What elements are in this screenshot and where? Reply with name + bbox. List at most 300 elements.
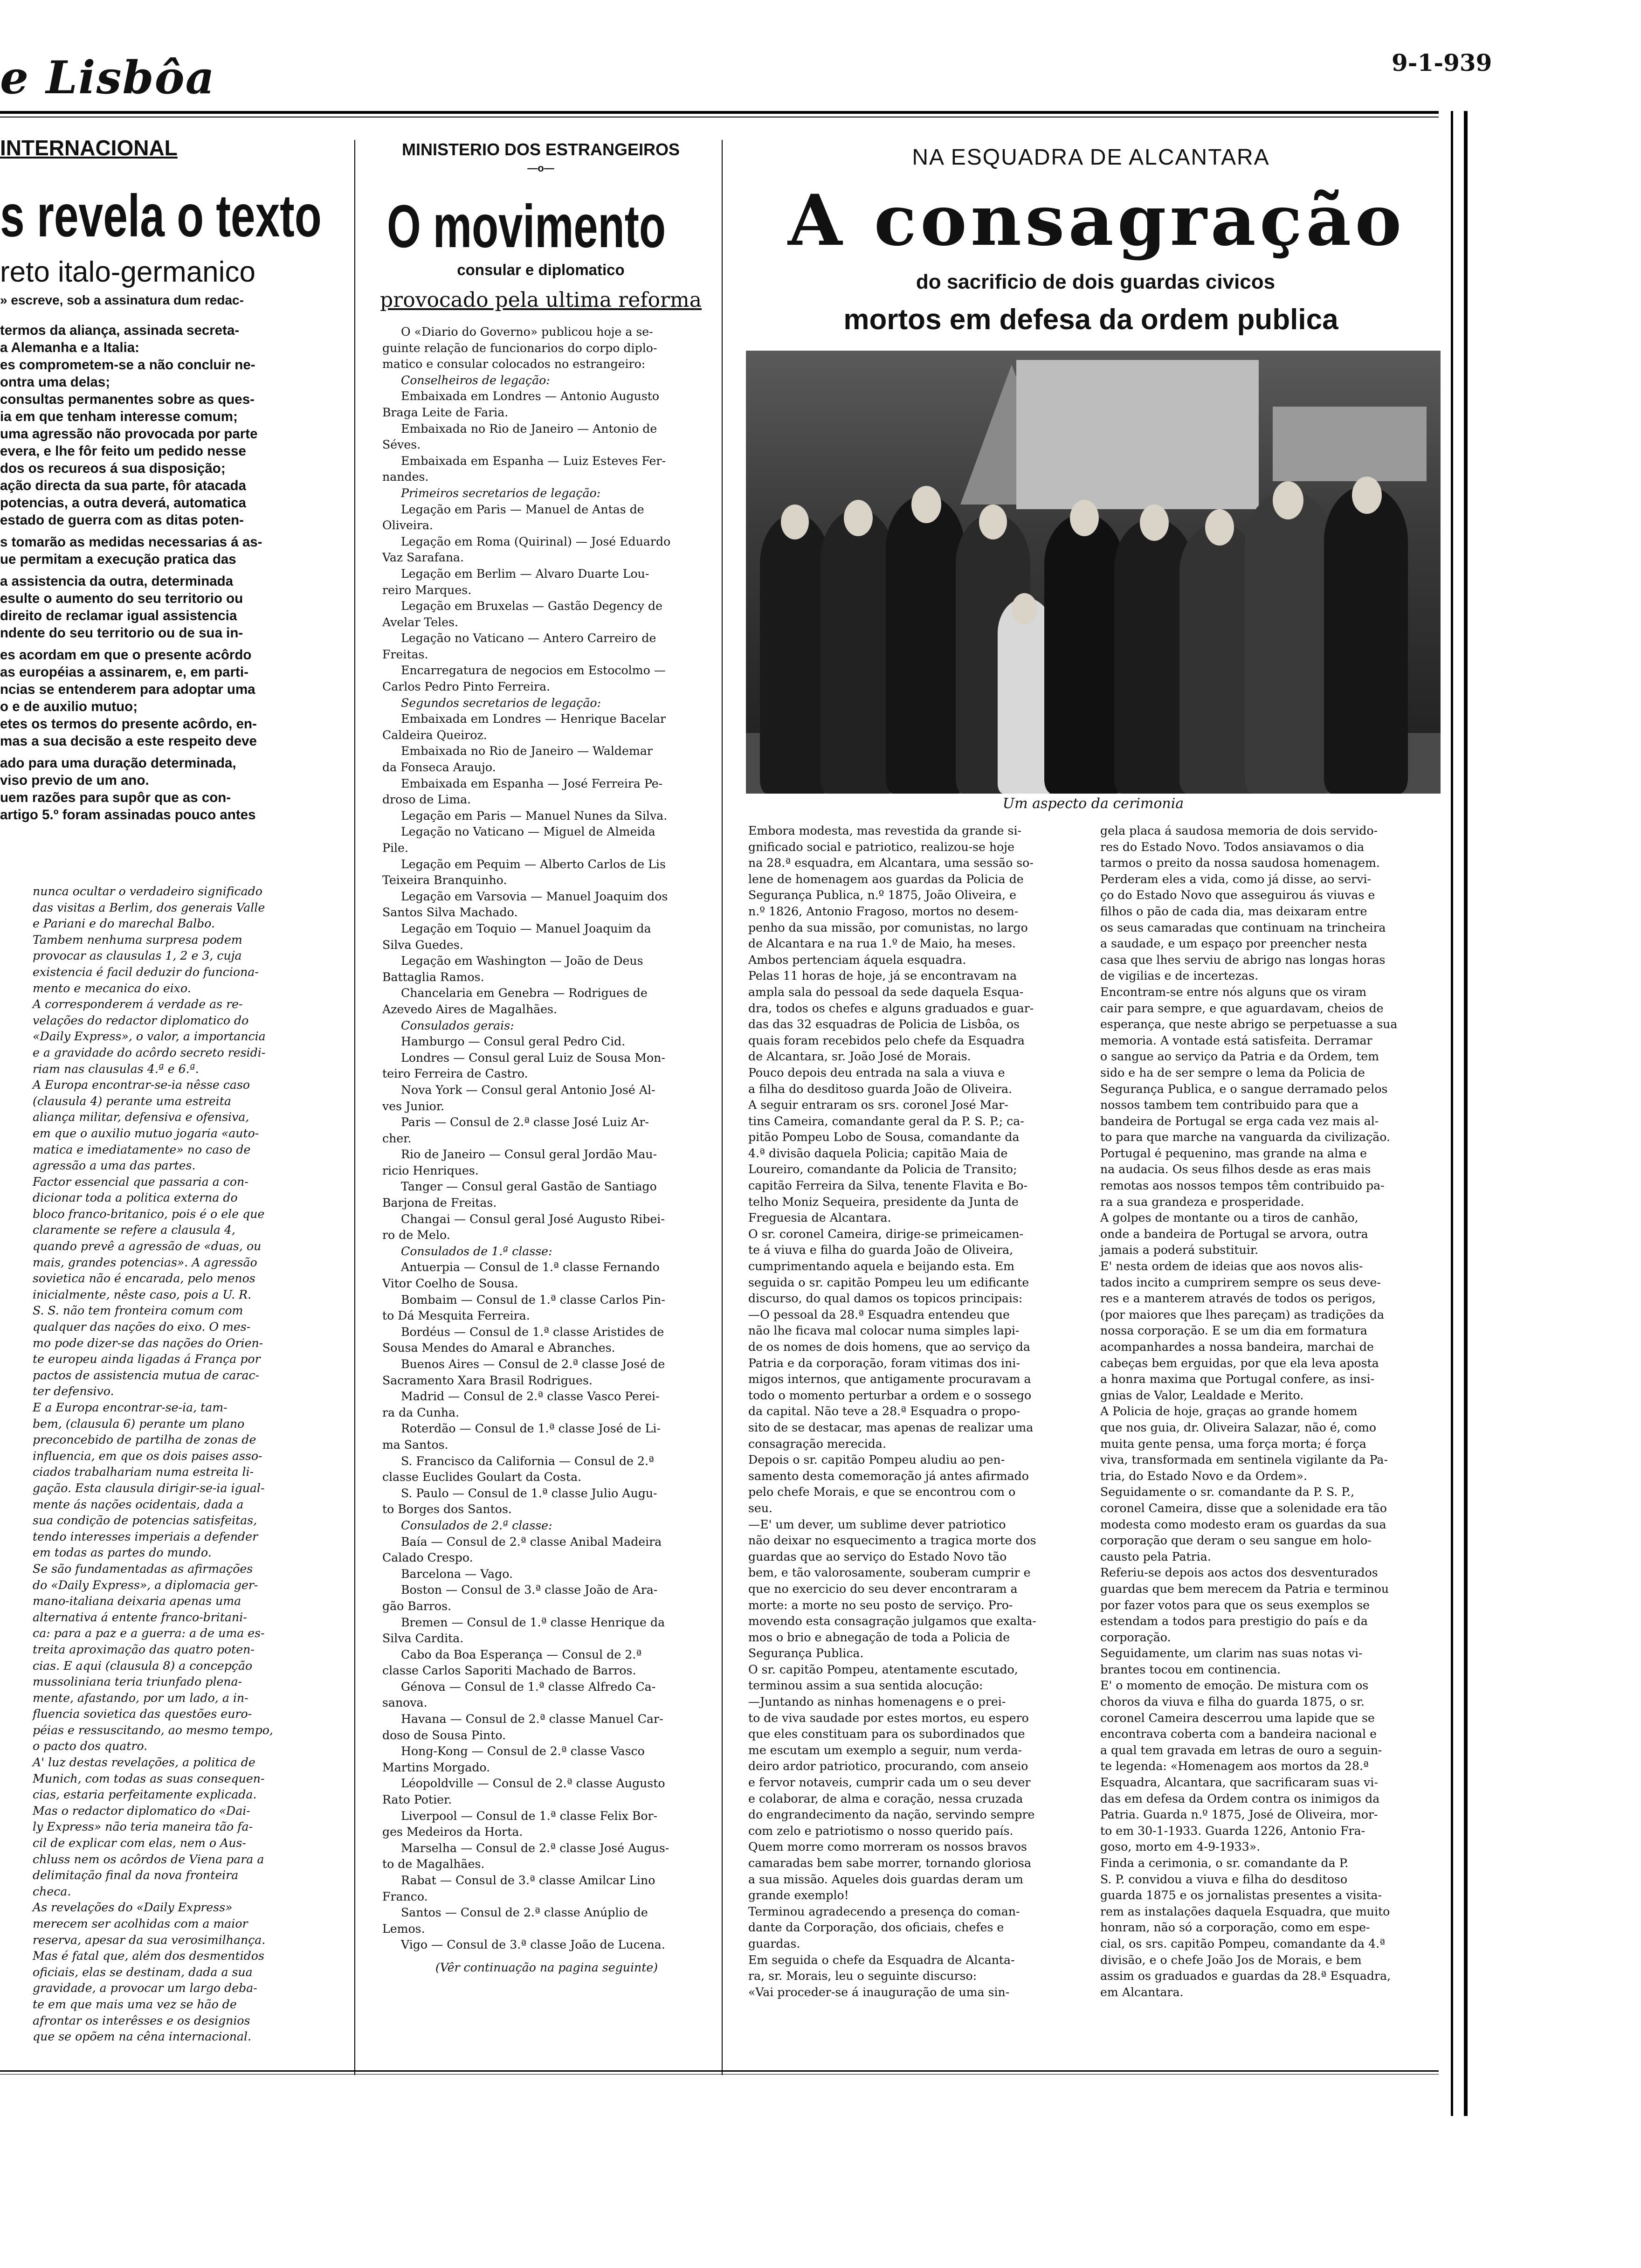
list-heading: Segundos secretarios de legação: [401,696,601,710]
body-line: chluss nem os acôrdos de Viena para a [33,1852,264,1866]
body-line: de vigilias e de incertezas. [1100,969,1259,983]
list-entry: Bombaim — Consul de 1.ª classe Carlos Pin- [401,1293,665,1307]
clause-line: ação directa da sua parte, fôr atacada [0,478,246,493]
body-line: res e a manterem através de todos os perigos, [1100,1292,1376,1306]
body-line: reserva, apesar da sua verosimilhança. [33,1933,266,1947]
list-entry-continued: Silva Guedes. [382,938,463,952]
body-line: por fazer votos para que os seus exemplos se [1100,1598,1370,1612]
body-line: telho Moniz Sequeira, presidente da Junta de [748,1195,1019,1209]
body-line: casa que lhes serviu de abrigo nas longas horas [1100,953,1386,967]
body-line: não lhe ficava mal colocar numa simples lapi- [748,1324,1020,1338]
body-line: qualquer das nações do eixo. O mes- [33,1320,251,1334]
clause-line: viso previo de um ano. [0,773,149,788]
bottom-rule [0,2070,1439,2072]
ornament: —o— [527,162,554,174]
body-line: to de viva saudade por estes mortos, eu espero [748,1711,1029,1725]
body-line: a qual tem gravada em letras de ouro a seguin- [1100,1743,1382,1757]
body-line: A seguir entraram os srs. coronel José Mar- [748,1098,1008,1112]
right-subhead-2: mortos em defesa da ordem publica [843,304,1338,336]
list-entry: Antuerpia — Consul de 1.ª classe Fernando [401,1260,660,1274]
list-entry: Legação em Berlim — Alvaro Duarte Lou- [401,567,649,581]
body-line: que eles constituam para os subordinados que [748,1727,1025,1741]
list-entry: Legação em Paris — Manuel Nunes da Silva. [401,809,668,823]
clause-line: mas a sua decisão a este respeito deve [0,733,257,749]
body-line: rem as instalações daquela Esquadra, que muito [1100,1904,1390,1918]
body-line: checa. [33,1884,71,1898]
body-line: A' luz destas revelações, a politica de [33,1756,255,1770]
body-line: memoria. A vontade está satisfeita. Derramar [1100,1033,1372,1047]
body-line: to para que marche na vanguarda da civilização. [1100,1130,1391,1144]
body-line: mo pode dizer-se das nações do Orien- [33,1336,263,1350]
body-line: Terminou agradecendo a presença do coman- [748,1904,1020,1918]
list-entry: Encarregatura de negocios em Estocolmo — [401,664,666,678]
clause-line: ia em que tenham interesse comum; [0,409,238,424]
list-entry: Nova York — Consul geral Antonio José Al- [401,1083,655,1097]
list-entry-continued: Braga Leite de Faria. [382,405,509,419]
body-line: coronel Cameira, disse que a solenidade era tão [1100,1501,1387,1515]
list-entry: Buenos Aires — Consul de 2.ª classe José de [401,1357,665,1371]
list-heading: Consulados de 1.ª classe: [401,1244,552,1258]
body-line: muita gente pensa, uma força morta; é força [1100,1437,1366,1451]
body-line: corporação que deram o seu sangue em holo- [1100,1534,1372,1548]
column-divider-left [354,140,355,2075]
list-entry-continued: Sacramento Xara Brasil Rodrigues. [382,1373,593,1387]
body-line: Loureiro, comandante da Policia de Transito; [748,1162,1017,1176]
body-line: sovietica não é encarada, pelo menos [33,1272,255,1286]
body-line: nunca ocultar o verdadeiro significado [33,885,262,898]
list-entry: Madrid — Consul de 2.ª classe Vasco Perei- [401,1390,660,1404]
list-entry: Embaixada no Rio de Janeiro — Waldemar [401,744,653,758]
body-line: bem, e tão valorosamente, souberam cumprir e [748,1566,1031,1580]
clause-line: o e de auxilio mutuo; [0,699,138,714]
body-line: afrontar os interêsses e os designios [33,2013,250,2027]
list-entry-continued: teiro Ferreira de Castro. [382,1067,528,1081]
body-line: sua condição de potencias satisfeitas, [33,1514,257,1528]
body-line: provocar as clausulas 1, 2 e 3, cuja [33,949,242,963]
list-entry-continued: sanova. [382,1696,427,1710]
clause-line: ado para uma duração determinada, [0,755,236,771]
list-entry: Legação em Paris — Manuel de Antas de [401,502,644,516]
list-entry-continued: Pile. [382,841,408,855]
section-internacional: INTERNACIONAL [0,136,178,160]
clause-line: uma agressão não provocada por parte [0,426,258,442]
body-line: cil de explicar com elas, nem o Aus- [33,1836,246,1850]
body-line: riam nas clausulas 4.ª e 6.ª. [33,1062,199,1076]
list-entry: Baía — Consul de 2.ª classe Anibal Madeira [401,1535,662,1549]
body-line: Pouco depois deu entrada na sala a viuva e [748,1065,1005,1079]
list-entry: Paris — Consul de 2.ª classe José Luiz Ar- [401,1115,649,1129]
list-entry: Legação em Bruxelas — Gastão Degency de [401,599,663,613]
list-entry-continued: da Fonseca Araujo. [382,761,496,774]
list-entry: Bordéus — Consul de 1.ª classe Aristides de [401,1325,664,1339]
list-entry: Changai — Consul geral José Augusto Ribei- [401,1212,665,1226]
body-line: Embora modesta, mas revestida da grande si- [748,824,1022,837]
body-line: Perderam eles a vida, como já disse, ao servi- [1100,872,1371,886]
clause-line: ncias se entenderem para adoptar uma [0,682,255,697]
list-entry-continued: Freitas. [382,647,428,661]
body-line: remotas aos nossos tempos têm contribuido pa- [1100,1179,1385,1193]
list-entry-continued: Silva Cardita. [382,1632,464,1646]
body-line: S. S. não tem fronteira comum com [33,1304,243,1318]
clause-line [0,529,345,533]
body-line: E a Europa encontrar-se-ia, tam- [33,1401,228,1414]
body-line: nossos tambem tem contribuido para que a [1100,1098,1359,1112]
section-alcantara: NA ESQUADRA DE ALCANTARA [912,145,1270,170]
body-line: E' nesta ordem de ideias que aos novos alis- [1100,1259,1363,1273]
treaty-clauses [0,322,345,823]
body-line: em que o auxilio mutuo jogaria «auto- [33,1126,259,1140]
body-line: na 28.ª esquadra, em Alcantara, uma sessão so- [748,856,1034,870]
list-entry-continued: ricio Henriques. [382,1163,479,1177]
body-line: mais, grandes potencias». A agressão [33,1255,257,1269]
body-line: gela placa á saudosa memoria de dois servido- [1100,824,1378,837]
body-line: gação. Esta clausula dirigir-se-ia igual- [33,1481,265,1495]
body-line: assim os graduados e guardas da 28.ª Esquadra, [1100,1969,1391,1983]
list-entry-continued: guinte relação de funcionarios do corpo diplo- [382,341,657,355]
body-line: n.º 1826, Antonio Fragoso, mortos no desem- [748,904,1019,918]
list-entry-continued: classe Euclides Goulart da Costa. [382,1470,582,1484]
list-entry-continued: cher. [382,1131,412,1145]
body-line: existencia é facil deduzir do funciona- [33,965,259,979]
list-entry-continued: Avelar Teles. [382,615,459,629]
list-entry-continued: Oliveira. [382,519,434,532]
right-headline: A consagração [788,180,1406,262]
body-line: e colaborar, de alma e coração, nessa cruzada [748,1791,1023,1805]
body-line: preconcebido de partilha de zonas de [33,1433,256,1447]
left-subhead: reto italo-germanico [0,256,255,288]
body-line: A corresponderem á verdade as re- [33,997,243,1011]
body-line: que nos guia, dr. Oliveira Salazar, não é, como [1100,1420,1376,1434]
body-line: A Europa encontrar-se-ia nêsse caso [33,1078,250,1092]
body-line: não deixar no esquecimento a tragica morte dos [748,1534,1036,1548]
body-line: (por maiores que lhes pareçam) as tradições da [1100,1307,1385,1321]
clause-line: estado de guerra com as ditas poten- [0,512,244,528]
body-line: da capital. Não teve a 28.ª Esquadra o propo- [748,1404,1020,1418]
body-line: Segurança Publica, n.º 1875, João Oliveira, e [748,888,1017,902]
list-entry-continued: Lemos. [382,1922,425,1936]
body-line: guardas. [748,1936,800,1950]
body-line: que se opõem na cêna internacional. [33,2030,252,2044]
body-line: filhos o pão de cada dia, mas deixaram entre [1100,904,1367,918]
body-line: Mas é fatal que, além dos desmentidos [33,1949,264,1963]
wall-plaque-area [1016,360,1259,509]
body-line: —E' um dever, um sublime dever patriotico [748,1517,1006,1531]
body-line: inicialmente, nêste caso, pois a U. R. [33,1287,252,1301]
wall-frame [1273,407,1427,481]
body-line: dicionar toda a politica externa do [33,1191,238,1205]
body-line: consagração merecida. [748,1437,886,1451]
body-line: 4.ª divisão daquela Policia; capitão Maia de [748,1146,1008,1160]
body-line: esperança, que neste abrigo se perpetuasse a sua [1100,1017,1398,1031]
list-entry: Rabat — Consul de 3.ª classe Amilcar Lino [401,1874,655,1887]
body-line: Tambem nenhuma surpresa podem [33,933,242,947]
body-line: merecem ser acolhidas com a maior [33,1917,248,1930]
clause-line: dos os recureos á sua disposição; [0,461,226,476]
list-entry-continued: gão Barros. [382,1599,452,1613]
list-entry: Legação em Varsovia — Manuel Joaquim dos [401,889,668,903]
body-line: pitão Pompeu Lobo de Sousa, comandante da [748,1130,1020,1144]
list-entry-continued: droso de Lima. [382,793,471,807]
list-entry-continued: Vaz Sarafana. [382,551,464,565]
clause-line: potencias, a outra deverá, automatica [0,495,246,511]
list-entry-continued: nandes. [382,470,429,484]
body-line: te europeu ainda ligadas á França por [33,1352,261,1366]
body-line: deiro ardor patriotico, procurando, com anseio [748,1759,1028,1773]
body-line: penho da sua missão, por comunistas, no largo [748,920,1028,934]
list-entry: Londres — Consul geral Luiz de Sousa Mon- [401,1051,665,1065]
body-line: te á viuva e filha do guarda João de Oliveira, [748,1243,1014,1257]
body-line: agressão a uma das partes. [33,1159,196,1173]
body-line: nossa corporação. E se um dia em formatura [1100,1324,1367,1338]
body-line: a honra maxima que Portugal confere, as insi- [1100,1372,1375,1386]
body-line: lene de homenagem aos guardas da Policia de [748,872,1024,886]
list-entry: Tanger — Consul geral Gastão de Santiago [401,1180,657,1194]
body-line: guarda 1875 e os jornalistas presentes a visita- [1100,1888,1382,1902]
body-line: ter defensivo. [33,1384,114,1398]
clause-line: a assistencia da outra, determinada [0,574,234,589]
body-line: ciados trabalhariam numa estreita li- [33,1465,254,1479]
body-line: Finda a cerimonia, o sr. comandante da P. [1100,1856,1349,1870]
list-entry-continued: ro de Melo. [382,1228,450,1242]
list-entry: Barcelona — Vago. [401,1567,513,1581]
body-line: treita aproximação das quatro poten- [33,1642,255,1656]
list-entry-continued: ves Junior. [382,1099,445,1113]
body-line: ly Express» não teria maneira tão fa- [33,1820,253,1834]
body-line: os seus camaradas que continuam na trincheira [1100,920,1386,934]
body-line: e Pariani e do marechal Balbo. [33,917,215,931]
body-line: —O pessoal da 28.ª Esquadra entendeu que [748,1307,1010,1321]
body-line: das visitas a Berlim, dos generais Valle [33,900,265,914]
body-line: S. P. convidou a viuva e filha do desditoso [1100,1872,1348,1886]
body-line: o sangue ao serviço da Patria e da Ordem, tem [1100,1050,1379,1064]
list-entry: Embaixada no Rio de Janeiro — Antonio de [401,422,657,436]
body-line: gravidade, a provocar um largo deba- [33,1981,257,1995]
list-entry-continued: reiro Marques. [382,583,472,597]
body-line: Seguidamente, um clarim nas suas notas vi- [1100,1646,1363,1660]
list-entry-continued: Santos Silva Machado. [382,906,518,920]
ceremony-photo [746,351,1441,794]
body-line: péias e ressuscitando, ao mesmo tempo, [33,1723,273,1737]
body-line: cair para sempre, e que aguardavam, cheios de [1100,1001,1384,1015]
right-border-rule [1451,111,1453,2116]
list-entry-continued: ra da Cunha. [382,1405,460,1419]
body-line: mento e mecanica do eixo. [33,981,191,995]
clause-line: artigo 5.º foram assinadas pouco antes [0,807,256,823]
list-entry-continued: Caldeira Queiroz. [382,728,487,742]
body-line: Esquadra, Alcantara, que sacrificaram suas vi- [1100,1776,1378,1790]
body-line: velações do redactor diplomatico do [33,1013,249,1027]
body-line: Munich, com todas as suas consequen- [33,1771,265,1785]
body-line: ra a sua grandeza e prosperidade. [1100,1195,1304,1209]
body-line: viva, transformada em sentinela vigilante da Pa- [1100,1453,1388,1467]
body-line: e a gravidade do acôrdo secreto residi- [33,1045,266,1059]
body-line: terminou assim a sua sentida alocução: [748,1679,983,1693]
body-line: Portugal é pequenino, mas grande na alma e [1100,1146,1367,1160]
body-line: causto pela Patria. [1100,1549,1211,1563]
list-entry: Legação em Pequim — Alberto Carlos de Lis [401,857,666,871]
body-line: quais foram recebidos pelo chefe da Esquadra [748,1033,1025,1047]
body-line: o pacto dos quatro. [33,1739,148,1753]
body-line: delimitação final da nova fronteira [33,1868,239,1882]
body-line: «Daily Express», o valor, a importancia [33,1030,266,1044]
body-line: movendo esta consagração julgamos que exalta- [748,1614,1036,1628]
body-line: oficiais, elas se destinam, dada a sua [33,1965,253,1979]
body-line: sito de se destacar, mas apenas de realizar uma [748,1420,1034,1434]
body-line: to em 30-1-1933. Guarda 1226, Antonio Fra- [1100,1824,1365,1838]
body-line: ampla sala do pessoal da sede daquela Esqua- [748,985,1024,999]
body-line: bloco franco-britanico, pois é o ele que [33,1207,265,1221]
body-line: Segurança Publica. [748,1646,864,1660]
body-line: fluencia sovietica das questões euro- [33,1707,252,1721]
body-line: seu. [748,1501,773,1515]
clause-line: uem razões para supôr que as con- [0,790,231,805]
body-line: mente, afastando, por um lado, a in- [33,1691,248,1705]
body-line: ra, sr. Morais, leu o seguinte discurso: [748,1969,977,1983]
list-entry: Boston — Consul de 3.ª classe João de Ara- [401,1583,658,1597]
clause-line: a Alemanha e a Italia: [0,340,139,355]
body-line: Freguesia de Alcantara. [748,1211,891,1225]
list-entry: O «Diario do Governo» publicou hoje a se- [401,325,653,339]
clause-line [0,750,345,754]
list-entry-continued: ges Medeiros da Horta. [382,1825,523,1839]
column-divider-right [722,140,723,2075]
body-line: brantes tocou em continencia. [1100,1662,1281,1676]
body-line: morte: a morte no seu posto de serviço. Pro- [748,1598,1013,1612]
body-line: As revelações do «Daily Express» [33,1901,233,1915]
body-line: Ambos pertenciam áquela esquadra. [748,953,966,967]
body-line: na audacia. Os seus filhos desde as eras mais [1100,1162,1371,1176]
body-line: em todas as partes do mundo. [33,1546,212,1560]
body-line: aliança militar, defensiva e ofensiva, [33,1110,249,1124]
list-entry: Legação no Vaticano — Miguel de Almeida [401,825,655,839]
list-entry-continued: Azevedo Aires de Magalhães. [382,1002,558,1016]
body-line: claramente se refere a clausula 4, [33,1223,235,1237]
list-entry-continued: to de Magalhães. [382,1857,485,1871]
clause-line [0,568,345,573]
list-entry-continued: Calado Crespo. [382,1551,473,1565]
body-line: a saudade, e um espaço por preencher nesta [1100,937,1367,951]
masthead-rule-bottom [0,117,1439,118]
diplomatic-list [382,324,711,1976]
body-line: jamais a poderá substituir. [1100,1243,1259,1257]
body-line: grande exemplo! [748,1888,849,1902]
body-line: dra, todos os chefes e alguns graduados e guar- [748,1001,1034,1015]
middle-subhead-2: provocado pela ultima reforma [380,288,702,312]
body-line: dante da Corporação, dos oficiais, chefes e [748,1921,1004,1935]
list-entry-continued: Barjona de Freitas. [382,1196,497,1210]
body-line: O sr. coronel Cameira, dirige-se primeicamen- [748,1227,1024,1241]
body-line: acompanhardes a nossa bandeira, marchai de [1100,1340,1374,1354]
left-intro: » escreve, sob a assinatura dum redac- [0,293,244,307]
body-line: pactos de assistencia mutua de carac- [33,1368,260,1382]
body-line: encontrava coberta com a bandeira nacional e [1100,1727,1377,1741]
list-entry-continued: Vitor Coelho de Sousa. [382,1277,518,1291]
middle-subhead-1: consular e diplomatico [457,261,625,278]
list-heading: Consulados gerais: [401,1018,514,1032]
list-entry: Embaixada em Londres — Antonio Augusto [401,389,660,403]
body-line: goso, morto em 4-9-1933». [1100,1840,1261,1854]
body-line: gnias de Valor, Lealdade e Merito. [1100,1388,1304,1402]
body-line: coronel Cameira descerrou uma lapide que se [1100,1711,1375,1725]
body-line: bandeira de Portugal se erga cada vez mais al- [1100,1114,1379,1128]
body-line: tendo interesses imperiais a defender [33,1529,258,1543]
body-line: bem, (clausula 6) perante um plano [33,1417,245,1431]
body-line: Patria. Guarda n.º 1875, José de Oliveira, mor- [1100,1808,1378,1822]
body-line: influencia, em que os dois paises asso- [33,1449,262,1463]
list-entry: Vigo — Consul de 3.ª classe João de Lucena. [401,1938,665,1952]
list-entry: Roterdão — Consul de 1.ª classe José de Li- [401,1422,661,1436]
list-entry: Cabo da Boa Esperança — Consul de 2.ª [401,1647,642,1661]
body-line: discurso, do qual damos os topicos principais: [748,1292,1023,1306]
body-line: alternativa á entente franco-britani- [33,1610,247,1624]
body-line: choros da viuva e filha do guarda 1875, o sr. [1100,1695,1365,1709]
section-ministerio: MINISTERIO DOS ESTRANGEIROS [401,140,680,159]
body-line: Se são fundamentadas as afirmações [33,1562,253,1576]
right-border-rule-thick [1464,111,1468,2116]
body-line: de Alcantara e na rua 1.º de Maio, ha meses. [748,937,1016,951]
body-line: cias. E aqui (clausula 8) a concepção [33,1659,253,1673]
body-line: de os nomes de dois homens, que ao serviço da [748,1340,1030,1354]
body-line: corporação. [1100,1630,1171,1644]
body-line: Patria e da corporação, foram vitimas dos ini- [748,1356,1020,1370]
clause-line: direito de reclamar igual assistencia [0,608,237,623]
list-entry: Santos — Consul de 2.ª classe Anúplio de [401,1906,648,1920]
body-line: a sua missão. Aqueles dois guardas deram um [748,1872,1023,1886]
body-line: cial, os srs. capitão Pompeu, comandante da 4.ª [1100,1936,1386,1950]
body-line: honram, não só a corporação, como em espe- [1100,1921,1370,1935]
body-line: Depois o sr. capitão Pompeu aludiu ao pen- [748,1453,1005,1467]
body-line: mussoliniana teria triunfado plena- [33,1675,242,1689]
list-entry-continued: doso de Sousa Pinto. [382,1728,506,1742]
body-line: camaradas bem sabe morrer, tornando gloriosa [748,1856,1031,1870]
list-entry: Embaixada em Espanha — Luiz Esteves Fer- [401,454,666,468]
body-line: todo o momento perturbar a ordem e o sossego [748,1388,1032,1402]
body-line: Seguidamente o sr. comandante da P. S. P., [1100,1485,1355,1499]
body-line: guardas que ao serviço do Estado Novo tão [748,1549,1007,1563]
body-line: Pelas 11 horas de hoje, já se encontravam na [748,969,1017,983]
list-entry: Bremen — Consul de 1.ª classe Henrique da [401,1615,665,1629]
body-line: migos internos, que antigamente procuravam a [748,1372,1031,1386]
list-entry-continued: Franco. [382,1889,428,1903]
body-line: cabeças bem erguidas, por que ela leva aposta [1100,1356,1379,1370]
left-article-body [33,884,354,2045]
clause-line: as européias a assinarem, e, em parti- [0,664,248,680]
list-entry: Rio de Janeiro — Consul geral Jordão Mau- [401,1148,657,1162]
continued-note: (Vêr continuação na pagina seguinte) [435,1960,658,1974]
body-line: em Alcantara. [1100,1985,1184,1999]
list-entry-continued: Séves. [382,438,421,452]
photo-caption: Um aspecto da cerimonia [1002,795,1184,812]
body-line: (clausula 4) perante uma estreita [33,1094,231,1108]
body-line: cumprimentando aquela e beijando esta. Em [748,1259,1015,1273]
body-line: cias, estaria perfeitamente explicada. [33,1788,257,1802]
list-entry: Legação em Roma (Quirinal) — José Eduardo [401,534,671,548]
body-line: que no exercicio do seu dever encontraram a [748,1582,1018,1596]
list-entry: S. Francisco da California — Consul de 2.ª [401,1454,654,1468]
clause-line: es acordam em que o presente acôrdo [0,647,252,663]
list-entry-continued: Battaglia Ramos. [382,970,484,984]
body-line: das em defesa da Ordem contra os inimigos da [1100,1791,1380,1805]
body-line: O sr. capitão Pompeu, atentamente escutado, [748,1662,1018,1676]
body-line: das das 32 esquadras de Policia de Lisbôa, os [748,1017,1020,1031]
newspaper-title: e Lisbôa [0,51,215,104]
body-line: Mas o redactor diplomatico do «Dai- [33,1804,250,1818]
list-entry-continued: to Borges dos Santos. [382,1502,512,1516]
body-line: pelo chefe Morais, e que se encontrou com o [748,1485,1016,1499]
body-line: tados incito a cumprirem sempre os seus deve- [1100,1275,1381,1289]
list-entry: Embaixada em Londres — Henrique Bacelar [401,712,666,726]
body-line: tarmos o preito da nossa saudosa homenagem. [1100,856,1380,870]
